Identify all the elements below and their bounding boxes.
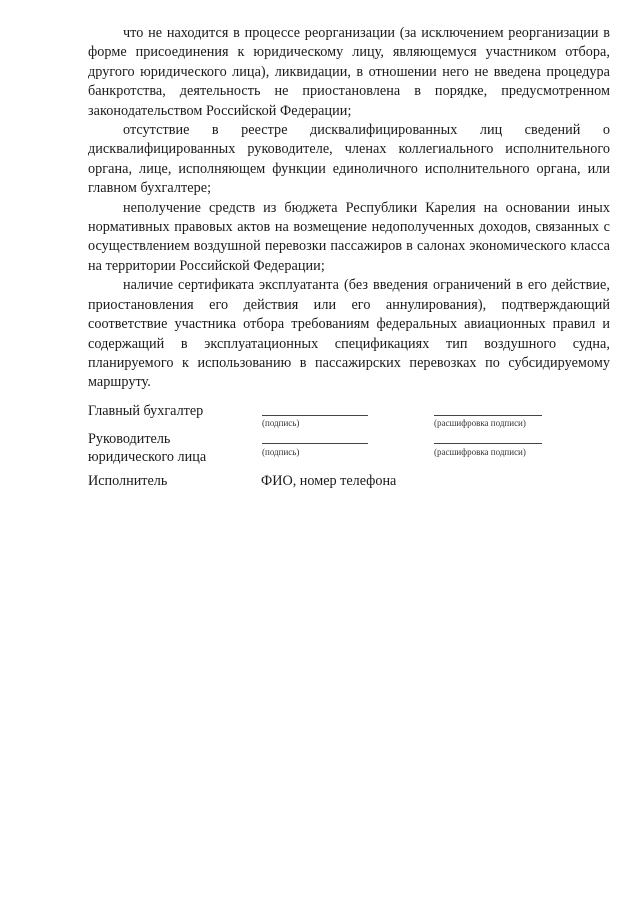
- requirements-text: [88, 24, 610, 393]
- executor-value: ФИО, номер телефона: [261, 473, 397, 489]
- head-signature-caption: (подпись): [262, 447, 300, 457]
- head-label-line2: юридического лица: [88, 449, 207, 465]
- paragraph-budget-funds: неполучение средств из бюджета Республики Карелия на основании иных нормативных правовых актов на возмещение недополученных доходов, связанных с осуществлением воздушной перевозки пассажиров в салонах экономического класса на территории Российской Федерации;: [88, 199, 610, 274]
- chief-accountant-signature-line: [262, 415, 368, 416]
- chief-accountant-label: Главный бухгалтер: [88, 403, 204, 419]
- executor-label: Исполнитель: [88, 473, 168, 489]
- paragraph-reorganization: что не находится в процессе реорганизации (за исключением реорганизации в форме присоединения к юридическому лицу, являющемуся участником отбора, другого юридического лица), ликвидации, в отношении него не введена процедура банкротства, деятельность не приостановлена в порядке, предусмотренном законодательством Российской Федерации;: [88, 25, 610, 119]
- chief-accountant-decoding-caption: (расшифровка подписи): [434, 418, 526, 428]
- head-decoding-caption: (расшифровка подписи): [434, 447, 526, 457]
- signature-row-head: [88, 430, 568, 470]
- head-decoding-line: [434, 443, 542, 444]
- paragraph-operator-certificate: наличие сертификата эксплуатанта (без введения ограничений в его действие, приостановления его действия или его аннулирования), подтверждающий соответствие участника отбора требованиям федеральных авиационных правил и содержащий в эксплуатационных спецификациях тип воздушного судна, планируемого к использованию в пассажирских перевозках по субсидируемому маршруту.: [88, 277, 610, 391]
- head-label-line1: Руководитель: [88, 431, 171, 447]
- paragraph-disqualified-registry: отсутствие в реестре дисквалифицированных лиц сведений о дисквалифицированных руководителе, членах коллегиального исполнительного органа, лице, исполняющем функции единоличного исполнительного органа, или главном бухгалтере;: [88, 122, 610, 197]
- chief-accountant-decoding-line: [434, 415, 542, 416]
- executor-row: [88, 472, 568, 492]
- head-signature-line: [262, 443, 368, 444]
- chief-accountant-signature-caption: (подпись): [262, 418, 300, 428]
